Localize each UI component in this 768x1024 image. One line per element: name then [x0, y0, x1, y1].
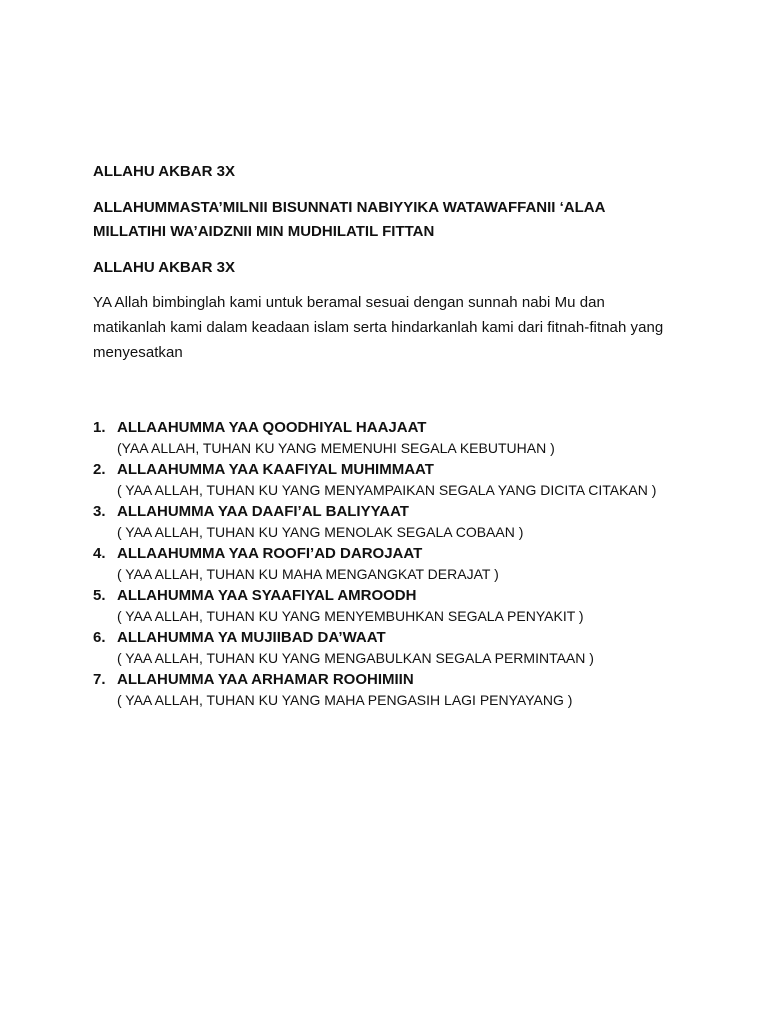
list-item-number: 1. — [93, 419, 106, 436]
list-item-title: ALLAHUMMA YAA DAAFI’AL BALIYYAAT — [117, 503, 409, 520]
list-item-title: ALLAHUMMA YAA SYAAFIYAL AMROODH — [117, 587, 417, 604]
list-item — [93, 417, 673, 459]
doa-translation-paragraph: YA Allah bimbinglah kami untuk beramal sesuai dengan sunnah nabi Mu dan matikanlah kami dalam keadaan islam serta hindarkanlah kami dari fitnah-fitnah yang menyesatkan — [93, 294, 664, 361]
list-item-meaning: (YAA ALLAH, TUHAN KU YANG MEMENUHI SEGALA KEBUTUHAN ) — [117, 440, 555, 456]
list-item-title: ALLAAHUMMA YAA KAAFIYAL MUHIMMAAT — [117, 461, 434, 478]
doa-list — [93, 417, 673, 711]
list-item-title: ALLAHUMMA YAA ARHAMAR ROOHIMIIN — [117, 671, 414, 688]
list-item-meaning: ( YAA ALLAH, TUHAN KU YANG MENOLAK SEGALA COBAAN ) — [117, 524, 524, 540]
heading-takbir-1: ALLAHU AKBAR 3X — [93, 163, 235, 180]
list-item-body — [117, 417, 673, 459]
list-item-title: ALLAAHUMMA YAA ROOFI’AD DAROJAAT — [117, 545, 423, 562]
list-item-number: 6. — [93, 629, 106, 646]
list-item-number: 2. — [93, 461, 106, 478]
list-item-number: 5. — [93, 587, 106, 604]
heading-doa-arabic: ALLAHUMMASTA’MILNII BISUNNATI NABIYYIKA WATAWAFFANII ‘ALAA MILLATIHI WA’AIDZNII MIN MUDHILATIL FITTAN — [93, 199, 605, 240]
list-item-number: 7. — [93, 671, 106, 688]
list-item-body — [117, 543, 673, 585]
document-content — [93, 160, 673, 711]
list-item-number: 3. — [93, 503, 106, 520]
list-item-body — [117, 501, 673, 543]
list-item — [93, 669, 673, 711]
list-item-title: ALLAHUMMA YA MUJIIBAD DA’WAAT — [117, 629, 386, 646]
list-item-body — [117, 459, 673, 501]
list-item-body — [117, 669, 673, 711]
list-item-body — [117, 627, 673, 669]
list-item — [93, 501, 673, 543]
list-item-body — [117, 585, 673, 627]
list-item — [93, 585, 673, 627]
list-item-title: ALLAAHUMMA YAA QOODHIYAL HAAJAAT — [117, 419, 427, 436]
list-item — [93, 459, 673, 501]
list-item-meaning: ( YAA ALLAH, TUHAN KU YANG MENYEMBUHKAN SEGALA PENYAKIT ) — [117, 608, 584, 624]
list-item — [93, 543, 673, 585]
list-item-meaning: ( YAA ALLAH, TUHAN KU YANG MENYAMPAIKAN SEGALA YANG DICITA CITAKAN ) — [117, 482, 657, 498]
list-item-meaning: ( YAA ALLAH, TUHAN KU YANG MENGABULKAN SEGALA PERMINTAAN ) — [117, 650, 594, 666]
list-item-meaning: ( YAA ALLAH, TUHAN KU MAHA MENGANGKAT DERAJAT ) — [117, 566, 499, 582]
list-item — [93, 627, 673, 669]
list-item-number: 4. — [93, 545, 106, 562]
heading-takbir-2: ALLAHU AKBAR 3X — [93, 259, 235, 276]
list-item-meaning: ( YAA ALLAH, TUHAN KU YANG MAHA PENGASIH LAGI PENYAYANG ) — [117, 692, 573, 708]
